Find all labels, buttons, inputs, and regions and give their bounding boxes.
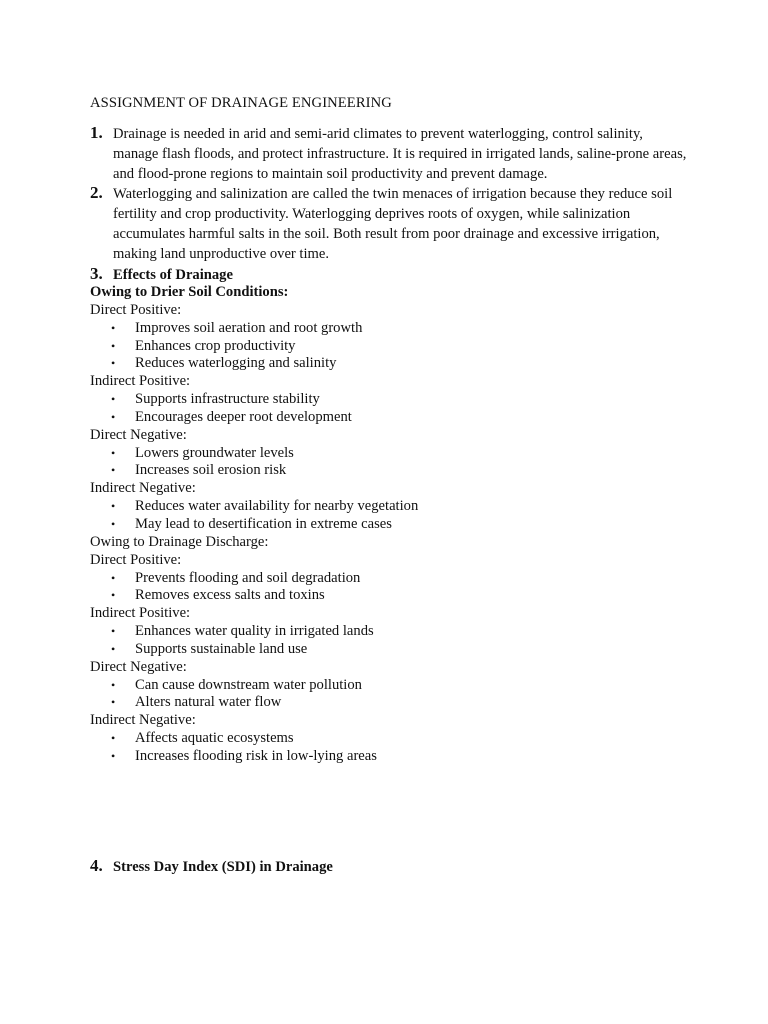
question-2 — [90, 184, 690, 264]
bullet-icon: • — [111, 463, 116, 478]
bullet-icon: • — [111, 641, 116, 656]
subsection-heading-soil: Owing to Drier Soil Conditions: — [90, 284, 289, 300]
list-item — [90, 391, 690, 409]
bullet-icon: • — [111, 748, 116, 763]
list-item-text: Supports infrastructure stability — [135, 391, 320, 408]
bullet-list — [90, 623, 690, 659]
list-item-text: Alters natural water flow — [135, 694, 282, 711]
question-text: Waterlogging and salinization are called the twin menaces of irrigation because they reduce soil fertility and crop productivity. Waterlogging deprives roots of oxygen, while salinization accumulates harmful salts in the soil. Both result from poor drainage and excessive irrigation, making land unproductive over time. — [113, 186, 673, 262]
list-item-text: Enhances crop productivity — [135, 337, 296, 354]
list-item-text: Encourages deeper root development — [135, 408, 352, 425]
question-heading: Effects of Drainage — [113, 267, 233, 283]
bullet-icon: • — [111, 392, 116, 407]
bullet-icon: • — [111, 320, 116, 335]
question-number: 1. — [90, 123, 103, 142]
list-item-text: Increases flooding risk in low-lying areas — [135, 747, 377, 764]
list-item — [90, 516, 690, 534]
category-label: Direct Positive: — [90, 301, 182, 318]
list-item — [90, 623, 690, 641]
bullet-list — [90, 498, 690, 534]
bullet-icon: • — [111, 499, 116, 514]
list-item — [90, 570, 690, 588]
list-item-text: Improves soil aeration and root growth — [135, 319, 363, 336]
category-label: Direct Positive: — [90, 551, 182, 568]
list-item — [90, 462, 690, 480]
list-item-text: Reduces water availability for nearby vegetation — [135, 498, 419, 515]
category-label: Indirect Negative: — [90, 712, 196, 729]
bullet-icon: • — [111, 570, 116, 585]
bullet-icon: • — [111, 695, 116, 710]
bullet-icon: • — [111, 588, 116, 603]
list-item — [90, 748, 690, 766]
list-item — [90, 730, 690, 748]
question-3 — [90, 265, 690, 285]
list-item — [90, 587, 690, 605]
subsection-heading-discharge: Owing to Drainage Discharge: — [90, 533, 269, 550]
list-item-text: Supports sustainable land use — [135, 640, 308, 657]
question-4 — [90, 857, 690, 877]
list-item — [90, 445, 690, 463]
list-item-text: Affects aquatic ecosystems — [135, 730, 294, 747]
bullet-icon: • — [111, 677, 116, 692]
bullet-list — [90, 730, 690, 766]
bullet-list — [90, 320, 690, 374]
bullet-icon: • — [111, 516, 116, 531]
list-item-text: Reduces waterlogging and salinity — [135, 355, 337, 372]
list-item-text: Can cause downstream water pollution — [135, 676, 362, 693]
bullet-icon: • — [111, 356, 116, 371]
question-text: Drainage is needed in arid and semi-arid climates to prevent waterlogging, control salinity, manage flash floods, and protect infrastructure. It is required in irrigated lands, saline-prone areas, and flood-prone regions to maintain soil productivity and prevent damage. — [113, 126, 687, 182]
list-item — [90, 320, 690, 338]
question-heading: Stress Day Index (SDI) in Drainage — [113, 859, 333, 875]
question-1 — [90, 124, 690, 184]
bullet-list — [90, 570, 690, 606]
category-label: Direct Negative: — [90, 426, 187, 443]
document-title: ASSIGNMENT OF DRAINAGE ENGINEERING — [90, 95, 392, 111]
bullet-icon: • — [111, 731, 116, 746]
bullet-icon: • — [111, 624, 116, 639]
category-label: Indirect Negative: — [90, 480, 196, 497]
bullet-list — [90, 391, 690, 427]
question-number: 3. — [90, 264, 103, 283]
effects-section — [90, 284, 690, 766]
list-item — [90, 641, 690, 659]
list-item — [90, 409, 690, 427]
list-item — [90, 677, 690, 695]
question-number: 2. — [90, 183, 103, 202]
bullet-icon: • — [111, 409, 116, 424]
list-item — [90, 694, 690, 712]
bullet-icon: • — [111, 445, 116, 460]
list-item — [90, 355, 690, 373]
list-item-text: Enhances water quality in irrigated lands — [135, 623, 374, 640]
bullet-icon: • — [111, 338, 116, 353]
list-item-text: Lowers groundwater levels — [135, 444, 294, 461]
question-number: 4. — [90, 856, 103, 875]
list-item — [90, 498, 690, 516]
category-label: Direct Negative: — [90, 658, 187, 675]
category-label: Indirect Positive: — [90, 373, 191, 390]
list-item — [90, 338, 690, 356]
bullet-list — [90, 677, 690, 713]
list-item-text: Prevents flooding and soil degradation — [135, 569, 361, 586]
category-label: Indirect Positive: — [90, 605, 191, 622]
list-item-text: Increases soil erosion risk — [135, 462, 287, 479]
list-item-text: May lead to desertification in extreme cases — [135, 515, 392, 532]
bullet-list — [90, 445, 690, 481]
list-item-text: Removes excess salts and toxins — [135, 587, 325, 604]
